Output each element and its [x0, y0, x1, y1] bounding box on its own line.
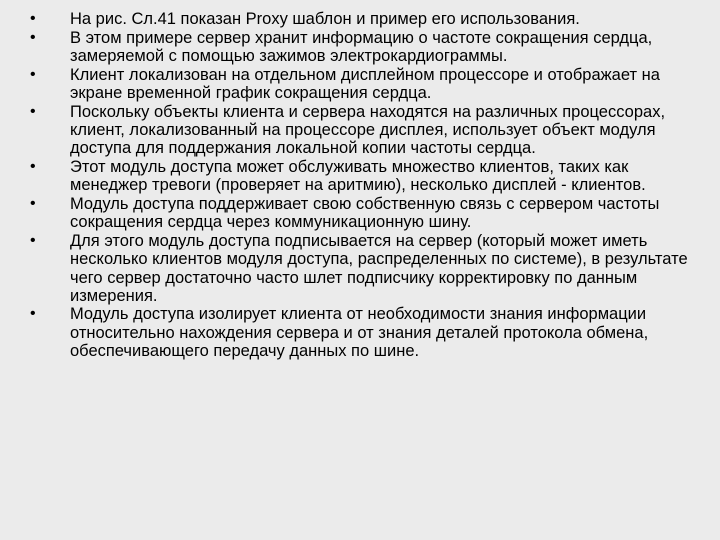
bullet-icon: • [30, 194, 36, 212]
bullet-item [30, 103, 705, 158]
bullet-item [30, 10, 705, 28]
bullet-icon: • [30, 305, 36, 323]
bullet-text: В этом примере сервер хранит информацию о частоте сокращения сердца, замеряемой с помощью зажимов электрокардиограммы. [70, 28, 653, 65]
bullet-item [30, 232, 705, 305]
bullet-list [30, 10, 705, 361]
bullet-item [30, 66, 705, 103]
bullet-icon: • [30, 10, 36, 27]
bullet-text: На рис. Сл.41 показан Proxy шаблон и пример его использования. [70, 10, 580, 28]
bullet-text: Этот модуль доступа может обслуживать множество клиентов, таких как менеджер тревоги (проверяет на аритмию), несколько дисплей - клиентов. [70, 157, 646, 195]
bullet-icon: • [30, 65, 36, 83]
bullet-icon: • [30, 28, 36, 46]
bullet-item [30, 158, 705, 195]
bullet-text: Поскольку объекты клиента и сервера находятся на различных процессорах, клиент, локализованный на процессоре дисплея, использует объект модуля доступа для поддержания локальной копии частоты сердца. [70, 102, 666, 158]
bullet-item [30, 305, 705, 360]
bullet-text: Модуль доступа изолирует клиента от необходимости знания информации относительно нахождения сервера и от знания деталей протокола обмена, обеспечивающего передачу данных по шине. [70, 305, 649, 361]
bullet-icon: • [30, 231, 36, 249]
bullet-item [30, 195, 705, 232]
bullet-icon: • [30, 157, 36, 175]
bullet-text: Клиент локализован на отдельном дисплейном процессоре и отображает на экране временной график сокращения сердца. [70, 65, 660, 102]
bullet-text: Для этого модуль доступа подписывается на сервер (который может иметь несколько клиентов модуля доступа, распределенных по системе), в результате чего сервер достаточно часто шлет подписчику корректировку по данным измерения. [70, 231, 688, 305]
bullet-icon: • [30, 102, 36, 120]
bullet-text: Модуль доступа поддерживает свою собственную связь с сервером частоты сокращения сердца через коммуникационную шину. [70, 194, 660, 232]
bullet-item [30, 29, 705, 66]
